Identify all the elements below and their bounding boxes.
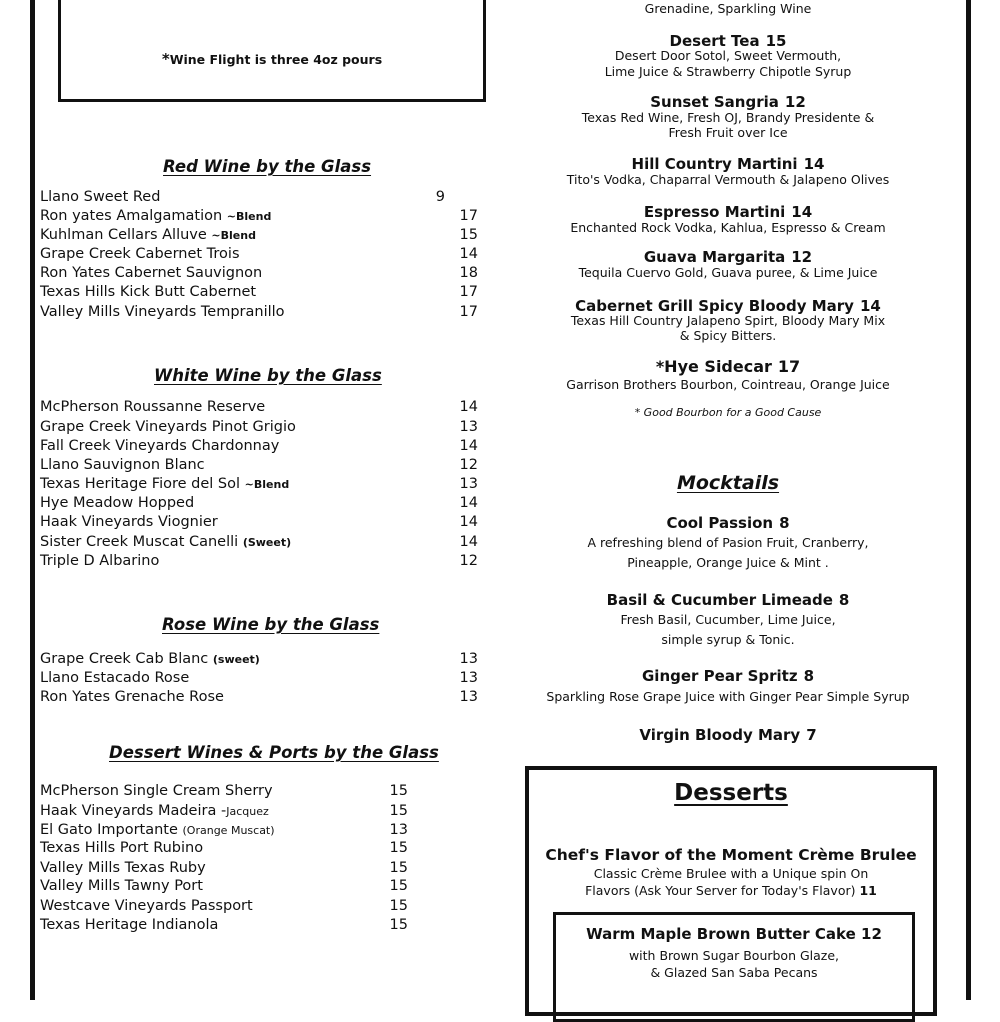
wine-name: Texas Hills Kick Butt Cabernet (40, 284, 257, 300)
wine-name: El Gato Importante (Orange Muscat) (40, 822, 275, 838)
wine-name: Westcave Vineyards Passport (40, 898, 253, 914)
wine-price: 12 (459, 553, 478, 569)
wine-price: 15 (389, 840, 408, 856)
cocktail-name: Espresso Martini 14 (643, 203, 813, 221)
wine-price: 13 (459, 689, 478, 705)
cocktail-name: *Hye Sidecar 17 (655, 357, 801, 376)
wine-name: Valley Mills Tawny Port (40, 878, 203, 894)
wine-name: Haak Vineyards Madeira -Jacquez (40, 803, 269, 819)
dessert-price: 11 (859, 883, 877, 898)
cocktail-description: & Spicy Bitters. (679, 328, 777, 343)
cocktail-description: Garrison Brothers Bourbon, Cointreau, Orange Juice (566, 377, 890, 392)
wine-name: McPherson Single Cream Sherry (40, 783, 273, 799)
mocktail-description: A refreshing blend of Pasion Fruit, Cranberry, (587, 535, 869, 550)
wine-price: 15 (389, 878, 408, 894)
featured-dessert-box (553, 912, 915, 1022)
wine-price: 13 (389, 822, 408, 838)
wine-name: Llano Sauvignon Blanc (40, 457, 205, 473)
wine-price: 13 (459, 476, 478, 492)
wine-price: 9 (435, 189, 445, 205)
wine-name: Haak Vineyards Viognier (40, 514, 218, 530)
wine-name: Grape Creek Cab Blanc (sweet) (40, 651, 260, 667)
wine-price: 17 (459, 208, 478, 224)
wine-name: McPherson Roussanne Reserve (40, 399, 266, 415)
cocktail-description: Desert Door Sotol, Sweet Vermouth, (614, 48, 842, 63)
wine-name: Fall Creek Vineyards Chardonnay (40, 438, 280, 454)
dessert-description: Classic Crème Brulee with a Unique spin On Flavors (Ask Your Server for Today's Flavor) 11 (585, 866, 877, 898)
desserts-box (525, 766, 937, 1016)
cocktail-description: Enchanted Rock Vodka, Kahlua, Espresso & Cream (570, 220, 886, 235)
cocktail-name: Hill Country Martini 14 (631, 155, 825, 173)
page-border-left (30, 0, 35, 1000)
cocktail-name: Guava Margarita 12 (643, 248, 813, 266)
wine-price: 17 (459, 304, 478, 320)
wine-name: Ron Yates Cabernet Sauvignon (40, 265, 263, 281)
cocktail-name: Cabernet Grill Spicy Bloody Mary 14 (575, 297, 881, 315)
mocktails-title: Mocktails (676, 472, 780, 494)
mocktail-name: Ginger Pear Spritz 8 (642, 667, 814, 685)
wine-name: Texas Hills Port Rubino (40, 840, 204, 856)
mocktail-description: Pineapple, Orange Juice & Mint . (627, 555, 829, 570)
rose-wine-title: Rose Wine by the Glass (162, 615, 380, 634)
asterisk: * (161, 50, 170, 68)
page-border-right (966, 0, 971, 1000)
dessert-description: with Brown Sugar Bourbon Glaze, & Glazed San Saba Pecans (628, 948, 840, 980)
wine-price: 15 (389, 917, 408, 933)
wine-price: 14 (459, 495, 478, 511)
wine-price: 18 (459, 265, 478, 281)
desserts-title: Desserts (674, 780, 788, 806)
wine-price: 14 (459, 246, 478, 262)
cocktail-name: Desert Tea 15 (669, 32, 787, 50)
wine-name: Grape Creek Cabernet Trois (40, 246, 240, 262)
wine-name: Llano Estacado Rose (40, 670, 190, 686)
wine-price: 12 (459, 457, 478, 473)
wine-price: 17 (459, 284, 478, 300)
cocktail-name: Sunset Sangria 12 (650, 93, 806, 111)
wine-price: 14 (459, 438, 478, 454)
cocktail-description: Texas Hill Country Jalapeno Spirt, Bloody Mary Mix (570, 313, 886, 328)
wine-price: 14 (459, 399, 478, 415)
wine-name: Kuhlman Cellars Alluve ~Blend (40, 227, 256, 243)
wine-name: Texas Heritage Indianola (40, 917, 219, 933)
wine-flight-note (61, 50, 483, 68)
wine-price: 13 (459, 670, 478, 686)
dessert-name: Chef's Flavor of the Moment Crème Brulee (545, 846, 917, 864)
wine-name: Sister Creek Muscat Canelli (Sweet) (40, 534, 292, 550)
dessert-name: Warm Maple Brown Butter Cake 12 (586, 925, 882, 943)
wine-name: Valley Mills Texas Ruby (40, 860, 206, 876)
red-wine-title: Red Wine by the Glass (163, 157, 372, 176)
wine-name: Grape Creek Vineyards Pinot Grigio (40, 419, 296, 435)
wine-price: 15 (389, 783, 408, 799)
cocktail-description: Fresh Fruit over Ice (668, 125, 788, 140)
dessert-price: 12 (861, 925, 882, 943)
mocktail-description: Fresh Basil, Cucumber, Lime Juice, (620, 612, 836, 627)
dessert-wines-title: Dessert Wines & Ports by the Glass (109, 743, 439, 762)
wine-name: Ron Yates Grenache Rose (40, 689, 224, 705)
wine-price: 14 (459, 514, 478, 530)
wine-flight-note-text: Wine Flight is three 4oz pours (169, 52, 383, 67)
cocktail-description: Texas Red Wine, Fresh OJ, Brandy Presidente & (581, 110, 875, 125)
wine-name: Hye Meadow Hopped (40, 495, 195, 511)
wine-price: 15 (389, 803, 408, 819)
wine-price: 15 (389, 860, 408, 876)
wine-flight-box (58, 0, 486, 102)
mocktail-name: Virgin Bloody Mary 7 (639, 726, 817, 744)
white-wine-title: White Wine by the Glass (154, 366, 382, 385)
wine-price: 15 (389, 898, 408, 914)
wine-price: 14 (459, 534, 478, 550)
wine-name: Valley Mills Vineyards Tempranillo (40, 304, 285, 320)
wine-name: Llano Sweet Red (40, 189, 161, 205)
mocktail-name: Basil & Cucumber Limeade 8 (606, 591, 850, 609)
cocktail-description-fragment: Grenadine, Sparkling Wine (644, 1, 812, 16)
mocktail-description: simple syrup & Tonic. (661, 632, 795, 647)
bourbon-footnote: * Good Bourbon for a Good Cause (634, 406, 822, 419)
mocktails-title-wrap (536, 472, 920, 494)
wine-price: 13 (459, 651, 478, 667)
wine-name: Triple D Albarino (40, 553, 160, 569)
wine-price: 15 (459, 227, 478, 243)
mocktail-name: Cool Passion 8 (666, 514, 790, 532)
wine-name: Ron yates Amalgamation ~Blend (40, 208, 272, 224)
wine-price: 13 (459, 419, 478, 435)
cocktail-description: Tequila Cuervo Gold, Guava puree, & Lime Juice (578, 265, 878, 280)
cocktail-description: Lime Juice & Strawberry Chipotle Syrup (604, 64, 852, 79)
mocktail-description: Sparkling Rose Grape Juice with Ginger Pear Simple Syrup (546, 689, 910, 704)
wine-name: Texas Heritage Fiore del Sol ~Blend (40, 476, 290, 492)
cocktail-description: Tito's Vodka, Chaparral Vermouth & Jalapeno Olives (566, 172, 890, 187)
